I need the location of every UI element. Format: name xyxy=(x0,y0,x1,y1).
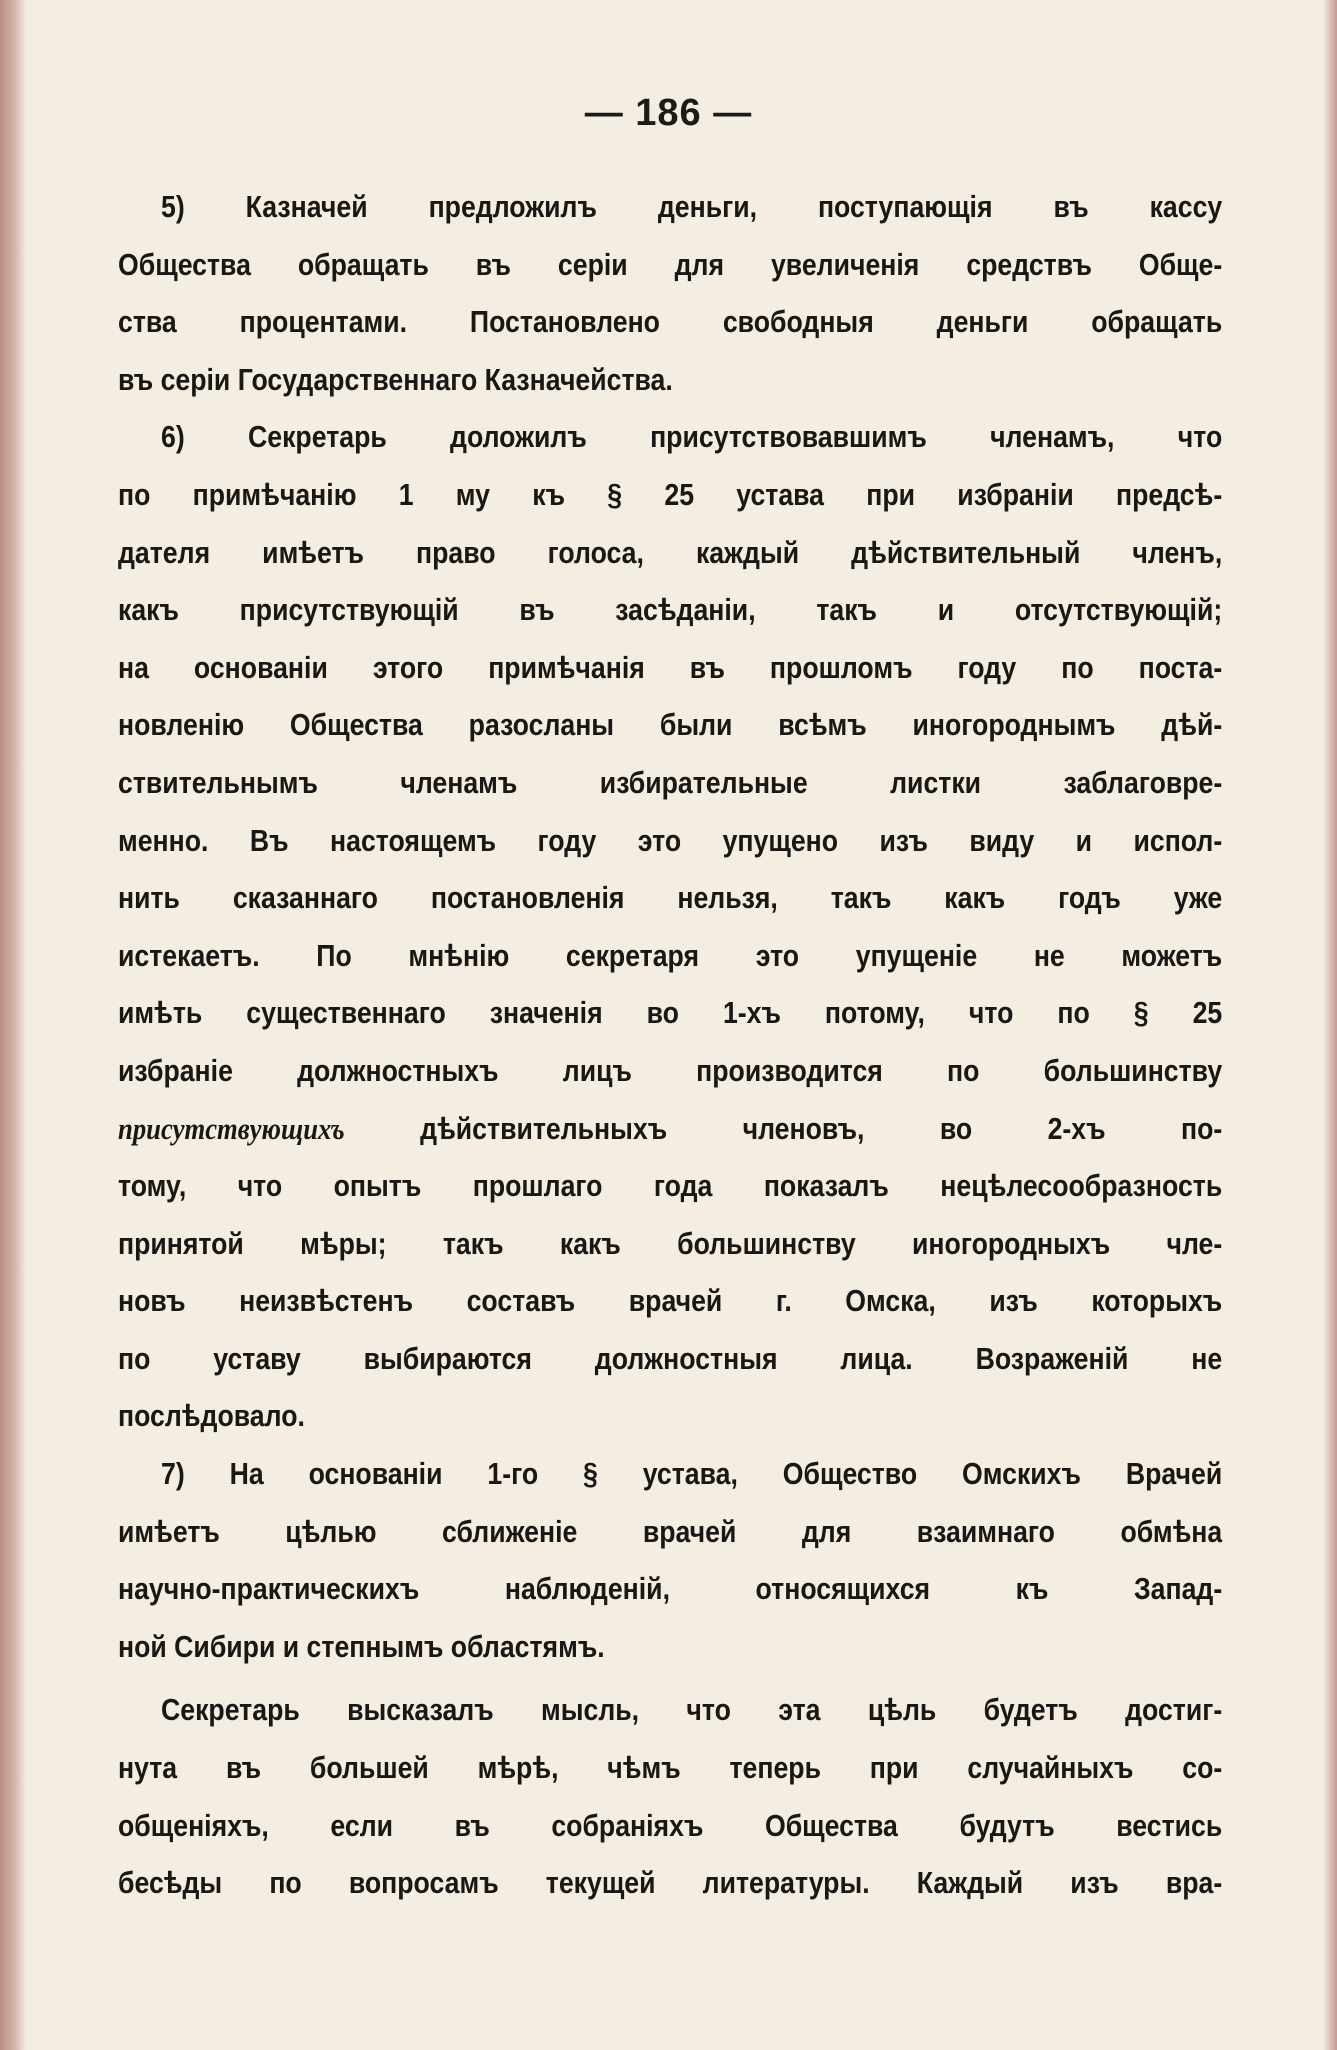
text-line: 7) На основаніи 1-го § устава, Общество Омскихъ Врачей xyxy=(161,1456,1223,1492)
text-line: принятой мѣры; такъ какъ большинству иногородныхъ чле- xyxy=(118,1225,1223,1261)
text-line: новъ неизвѣстенъ составъ врачей г. Омска, изъ которыхъ xyxy=(118,1283,1223,1319)
text-line: въ серіи Государственнаго Казначейства. xyxy=(118,361,673,397)
text-line: имѣетъ цѣлью сближеніе врачей для взаимнаго обмѣна xyxy=(118,1513,1223,1549)
text-line: Общества обращать въ серіи для увеличенія средствъ Обще- xyxy=(118,246,1223,282)
text-line: 6) Секретарь доложилъ присутствовавшимъ членамъ, что xyxy=(161,419,1223,455)
text-line: бесѣды по вопросамъ текущей литературы. Каждый изъ вра- xyxy=(118,1865,1223,1901)
text-line: нить сказаннаго постановленія нельзя, такъ какъ годъ уже xyxy=(118,880,1223,916)
emphasized-word: присутствующихъ xyxy=(118,1110,345,1146)
text-line: по примѣчанію 1 му къ § 25 устава при избраніи предсѣ- xyxy=(118,476,1223,512)
text-line: избраніе должностныхъ лицъ производится по большинству xyxy=(118,1052,1223,1088)
text-line: новленію Общества разосланы были всѣмъ иногороднымъ дѣй- xyxy=(118,707,1223,743)
text-line: дателя имѣетъ право голоса, каждый дѣйствительный членъ, xyxy=(118,534,1223,570)
text-line: истекаетъ. По мнѣнію секретаря это упущеніе не можетъ xyxy=(118,937,1223,973)
text-line: общеніяхъ, если въ собраніяхъ Общества будутъ вестись xyxy=(118,1807,1223,1843)
text-line: имѣть существеннаго значенія во 1-хъ потому, что по § 25 xyxy=(118,995,1223,1031)
page-edge-right xyxy=(1323,0,1337,2050)
text-line: научно-практическихъ наблюденій, относящихся къ Запад- xyxy=(118,1571,1223,1607)
text-line-rest: дѣйствительныхъ членовъ, во 2-хъ по- xyxy=(344,1110,1223,1146)
text-line: ствительнымъ членамъ избирательные листки заблаговре- xyxy=(118,764,1223,800)
text-line: какъ присутствующій въ засѣданіи, такъ и отсутствующій; xyxy=(118,592,1223,628)
text-line: тому, что опытъ прошлаго года показалъ нецѣлесообразность xyxy=(118,1168,1223,1204)
text-line: менно. Въ настоящемъ году это упущено изъ виду и испол- xyxy=(118,822,1223,858)
text-line: на основаніи этого примѣчанія въ прошломъ году по поста- xyxy=(118,649,1223,685)
text-line: Секретарь высказалъ мысль, что эта цѣль будетъ достиг- xyxy=(161,1692,1223,1728)
page-edge-left xyxy=(0,0,26,2050)
text-line: по уставу выбираются должностныя лица. Возраженій не xyxy=(118,1340,1223,1376)
text-line xyxy=(118,1100,1222,1158)
page-text-body xyxy=(118,178,1223,1912)
page-number: — 186 — xyxy=(584,92,753,134)
text-line: послѣдовало. xyxy=(118,1398,305,1434)
text-line: 5) Казначей предложилъ деньги, поступающія въ кассу xyxy=(161,189,1223,224)
text-line: нута въ большей мѣрѣ, чѣмъ теперь при случайныхъ со- xyxy=(118,1750,1223,1786)
text-line: ства процентами. Постановлено свободныя деньги обращать xyxy=(118,304,1223,340)
text-line: ной Сибири и степнымъ областямъ. xyxy=(118,1628,605,1664)
